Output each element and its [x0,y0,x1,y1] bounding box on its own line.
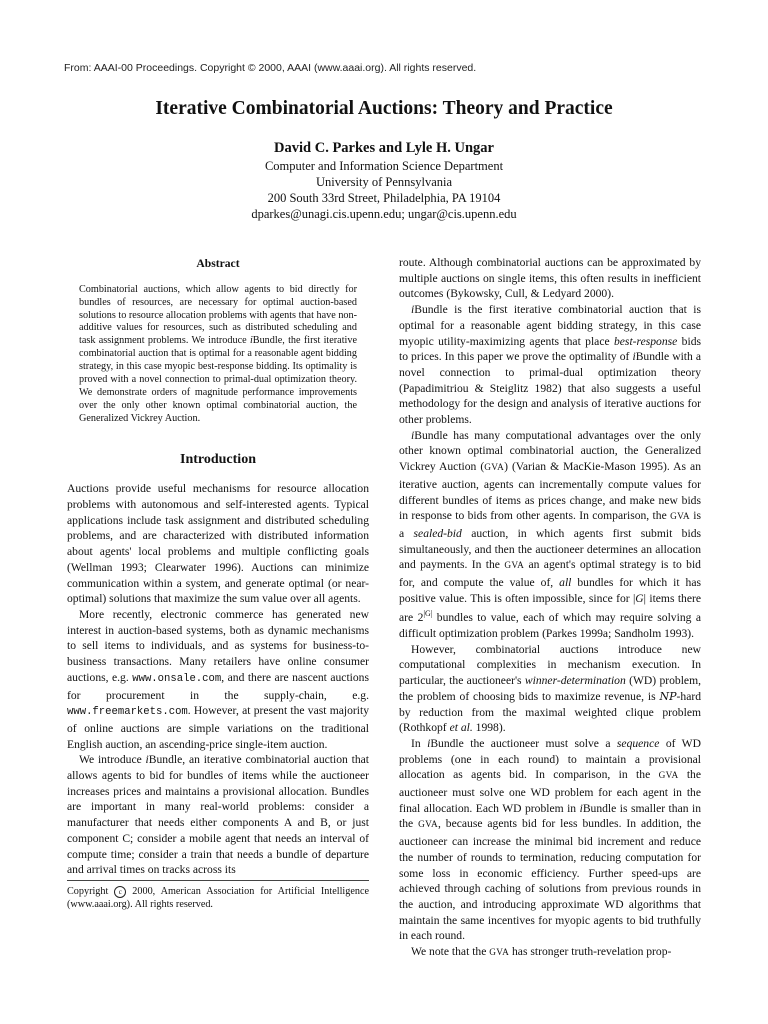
right-paragraph-5: In iBundle the auctioneer must solve a sequence of WD problems (one in each round) to maintain a provisional allocation as agents bid. In comparison, in the GVA the auctioneer must solve one WD problem for each agent in the final allocation. Each WD problem in iBundle is smaller than in the GVA, because agents bid for less bundles. In addition, the auctioneer can increase the minimal bid increment and reduce the number of rounds to termination, reducing computation for some loss in economic efficiency. Further speed-ups are achieved through caching of solutions from previous rounds in the auction, and introducing approximate WD algorithms that maintain the same incentives for myopic agents to bid truthfully in each round. [399,736,702,943]
right-paragraph-2: iBundle is the first iterative combinatorial auction that is optimal for a reasonable agent bidding strategy, in this case myopic utility-maximizing agents that place best-response bids to prices. In this paper we prove the optimality of iBundle with a novel connection to primal-dual optimization theory (Papadimitriou & Steiglitz 1982) that also suggests a useful methodology for the design and analysis of iterative auctions for other problems. [399,303,701,427]
right-paragraph-1: route. Although combinatorial auctions can be approximated by multiple auctions on single items, this often results in inefficient outcomes (Bykowsky, Cull, & Ledyard 2000). [399,256,701,301]
introduction-heading: Introduction [180,451,256,467]
affiliation-address: 200 South 33rd Street, Philadelphia, PA 19104 [267,191,501,205]
right-column [399,255,701,962]
abstract-text: Combinatorial auctions, which allow agents to bid directly for bundles of resources, are necessary for optimal auction-based solutions to resource allocation problems with agents that have non-additive values for resources, such as distributed scheduling and task assignment problems. We introduce iBundle, the first iterative combinatorial auction that is optimal for a reasonable agent bidding strategy, in this case myopic best-response bidding. Its optimality is proved with a novel connection to primal-dual optimization theory. We demonstrate orders of magnitude performance improvements over the only other known optimal combinatorial auction, the Generalized Vickrey Auction. [79,283,357,424]
author-names: David C. Parkes and Lyle H. Ungar [274,140,494,156]
author-emails: dparkes@unagi.cis.upenn.edu; ungar@cis.upenn.edu [251,207,517,221]
left-column [67,256,369,878]
onsale-url: www.onsale.com [132,672,222,685]
right-paragraph-4: However, combinatorial auctions introduce new computational complexities in mechanism execution. In particular, the auctioneer's winner-determination (WD) problem, the problem of choosing bids to maximize revenue, is NP-hard by reduction from the maximal weighted clique problem (Rothkopf et al. 1998). [399,642,701,735]
abstract-heading: Abstract [196,257,240,270]
freemarkets-url: www.freemarkets.com [67,706,188,719]
paper-title: Iterative Combinatorial Auctions: Theory and Practice [155,98,613,119]
affiliation-department: Computer and Information Science Department [264,159,504,173]
author-affiliation [0,158,768,222]
copyright-symbol-icon: c [114,886,126,898]
right-paragraph-3: iBundle has many computational advantages over the only other known optimal combinatorial auction, the Generalized Vickrey Auction (GVA) (Varian & MacKie-Mason 1995). As an iterative auction, agents can incrementally compute values for different bundles of items as prices change, and make new bids in response to bids from other agents. In comparison, the GVA is a sealed-bid auction, in which agents first submit bids simultaneously, and then the auctioneer determines an allocation and payments. In the GVA an agent's optimal strategy is to bid for, and compute the value of, all bundles for which it has positive value. This is often impossible, since for |G| items there are $2^{|G|}$ bundles to value, each of which may require solving a difficult optimization problem (Parkes 1999a; Sandholm 1993). [399,428,702,641]
intro-paragraph-1: Auctions provide useful mechanisms for resource allocation problems with autonomous and self-interested agents. Typical applications include task assignment and distributed scheduling problems, and are characterized with distributed information about agents' local problems and multiple conflicting goals (Wellman 1993; Clearwater 1996). Auctions can minimize communication within a system, and generate optimal (or near-optimal) solutions that maximize the sum value over all agents. [67,482,369,606]
right-paragraph-6: We note that the GVA has stronger truth-revelation prop- [411,945,672,959]
copyright-footnote: Copyright c 2000, American Association for Artificial Intelligence (www.aaai.org). All rights reserved. [67,880,369,911]
copyright-header: From: AAAI-00 Proceedings. Copyright © 2000, AAAI (www.aaai.org). All rights reserved. [64,62,477,74]
intro-paragraph-2: More recently, electronic commerce has generated new interest in auction-based systems, both as dynamic mechanisms to sell items to individuals, and as systems for business-to-business transactions. Many retailers have online consumer auctions, e.g. www.onsale.com, and there are nascent auctions for procurement in the supply-chain, e.g. www.freemarkets.com. However, at present the vast majority of online auctions are simple variations on the traditional English auction, an ascending-price single-item auction. [67,608,369,751]
affiliation-university: University of Pennsylvania [315,175,453,189]
intro-paragraph-3: We introduce iBundle, an iterative combinatorial auction that allows agents to bid for bundles of items while the auctioneer increases prices and maintains a provisional allocation. Bundles are important in many real-world problems: consider a manufacturer that needs either components A and B, or just component C; consider a mobile agent that needs an interval of compute time; consider a train that needs a bundle of departure and arrival times on tracks across its [67,753,369,877]
